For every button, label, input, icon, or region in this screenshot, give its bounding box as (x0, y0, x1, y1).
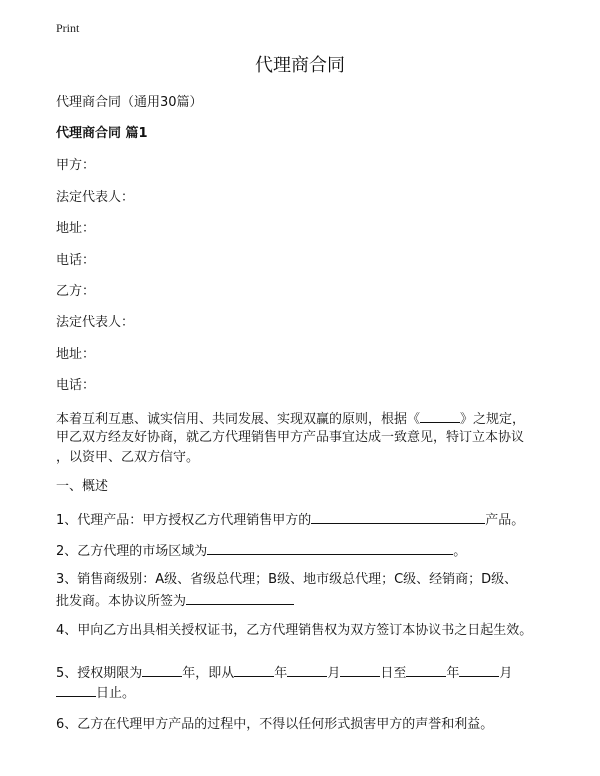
overview-heading: 一、概述 (56, 479, 109, 494)
product-blank (311, 510, 485, 524)
preamble-text-b: 》之规定， (460, 412, 526, 427)
address-b-label: 地址： (56, 347, 96, 362)
clause-5-text-b: 年，即从 (182, 666, 235, 681)
end-month-blank (459, 663, 499, 677)
end-year-blank (406, 663, 446, 677)
start-month-blank (287, 663, 327, 677)
document-title: 代理商合同 (255, 55, 345, 76)
end-day-blank (56, 683, 96, 697)
clause-5-line-1 (56, 663, 556, 683)
clause-5-text-a: 5、授权期限为 (56, 666, 143, 681)
preamble-text-a: 本着互利互惠、诚实信用、共同发展、实现双赢的原则，根据《 (56, 412, 421, 427)
party-b-label: 乙方： (56, 284, 96, 299)
clause-4: 4、甲向乙方出具相关授权证书，乙方代理销售权为双方签订本协议书之日起生效。 (56, 623, 533, 638)
level-blank (186, 591, 294, 605)
preamble-line-1 (56, 409, 556, 429)
clause-5-text-h: 日止。 (96, 686, 136, 701)
clause-1-text-a: 1、代理产品：甲方授权乙方代理销售甲方的 (56, 513, 312, 528)
clause-3-line-2 (56, 591, 556, 611)
clause-2-text-a: 2、乙方代理的市场区域为 (56, 544, 208, 559)
clause-3-text-a: 批发商。本协议所签为 (56, 594, 187, 609)
print-link[interactable]: Print (56, 21, 80, 35)
section-heading: 代理商合同 篇1 (56, 126, 148, 141)
clause-3-line-1: 3、销售商级别：A级、省级总代理；B级、地市级总代理；C级、经销商；D级、 (56, 572, 518, 587)
clause-1 (56, 510, 556, 530)
start-day-blank (340, 663, 380, 677)
term-years-blank (142, 663, 182, 677)
preamble-line-2: 甲乙双方经友好协商，就乙方代理销售甲方产品事宜达成一致意见，特订立本协议 (56, 430, 525, 445)
clause-5-text-f: 年 (446, 666, 460, 681)
region-blank (207, 541, 453, 555)
document-subtitle: 代理商合同（通用30篇） (56, 95, 203, 110)
clause-5-line-2 (56, 683, 556, 703)
clause-2-text-b: 。 (453, 544, 467, 559)
clause-2 (56, 541, 556, 561)
preamble-line-3: ，以资甲、乙双方信守。 (56, 450, 200, 465)
address-a-label: 地址： (56, 221, 96, 236)
regulation-blank (420, 409, 460, 423)
phone-b-label: 电话： (56, 378, 96, 393)
start-year-blank (234, 663, 274, 677)
clause-5-text-c: 年 (274, 666, 288, 681)
clause-5-text-g: 月 (499, 666, 513, 681)
legal-rep-a-label: 法定代表人： (56, 190, 135, 205)
clause-6: 6、乙方在代理甲方产品的过程中，不得以任何形式损害甲方的声誉和利益。 (56, 717, 494, 732)
clause-5-text-d: 月 (327, 666, 341, 681)
clause-1-text-b: 产品。 (485, 513, 525, 528)
clause-5-text-e: 日至 (380, 666, 407, 681)
legal-rep-b-label: 法定代表人： (56, 315, 135, 330)
phone-a-label: 电话： (56, 253, 96, 268)
party-a-label: 甲方： (56, 158, 96, 173)
